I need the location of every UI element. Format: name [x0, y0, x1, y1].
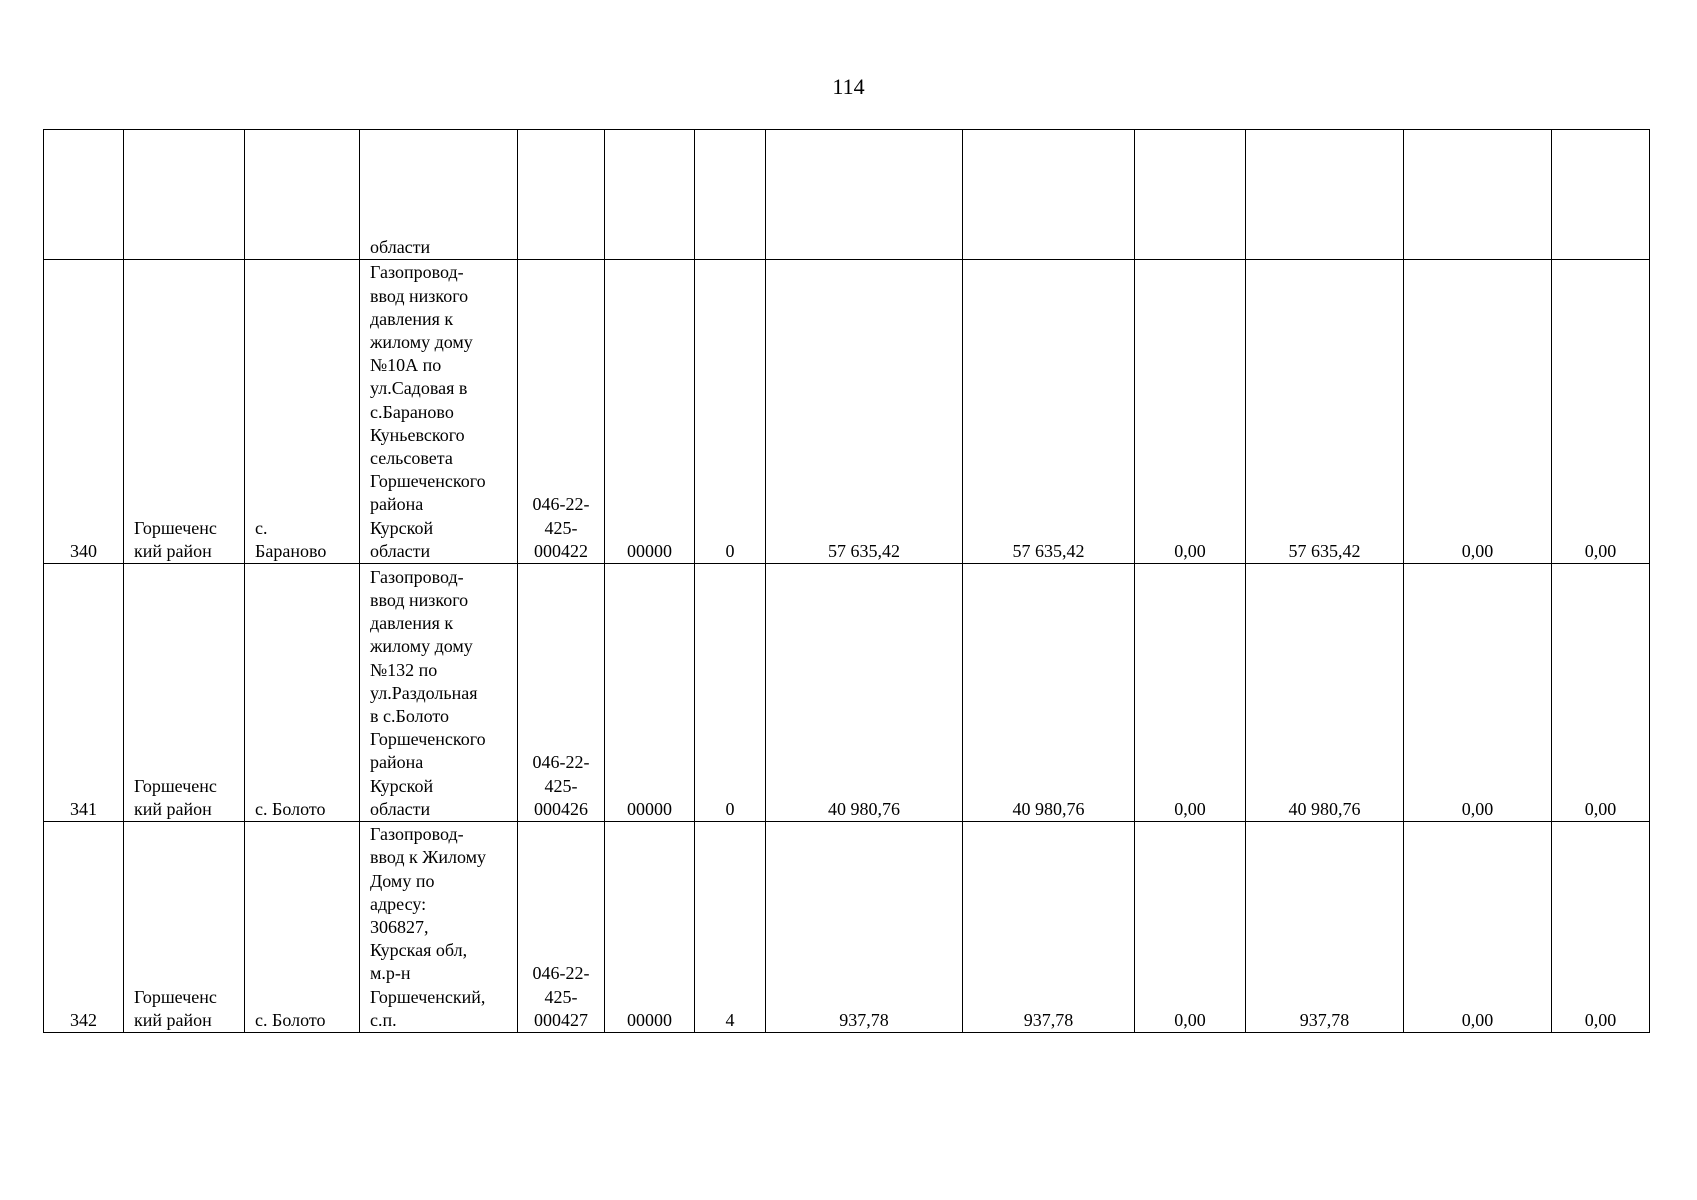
value-cell: 937,78 — [1246, 822, 1404, 1033]
object-line: в с.Болото — [370, 705, 449, 726]
district-line: Горшеченс — [134, 986, 217, 1007]
district-cell — [124, 564, 245, 822]
value-cell: 40 980,76 — [766, 564, 963, 822]
value-cell: 57 635,42 — [766, 260, 963, 564]
code-line: 000422 — [534, 540, 588, 561]
object-line: сельсовета — [370, 447, 453, 468]
code-cell — [518, 130, 605, 260]
object-line: №132 по — [370, 659, 438, 680]
row-index: 341 — [44, 564, 124, 822]
object-line: Газопровод- — [370, 262, 464, 283]
object-line: области — [370, 798, 431, 819]
object-cell — [360, 564, 518, 822]
district-cell — [124, 130, 245, 260]
object-line: Горшеченский, — [370, 986, 486, 1007]
register-table — [43, 129, 1650, 1033]
object-line: адресу: — [370, 893, 427, 914]
value-cell: 0,00 — [1404, 260, 1552, 564]
settlement-line: с. — [255, 517, 268, 538]
value-cell: 0,00 — [1552, 260, 1650, 564]
object-line: с.Бараново — [370, 401, 454, 422]
code-line: 046-22- — [532, 494, 590, 515]
row-index: 340 — [44, 260, 124, 564]
code-line: 046-22- — [532, 752, 590, 773]
table-row — [44, 260, 1650, 564]
value-cell: 0,00 — [1552, 822, 1650, 1033]
settlement-line: с. Болото — [255, 1009, 326, 1030]
object-cell — [360, 822, 518, 1033]
code-line: 000427 — [534, 1009, 588, 1030]
page-number: 114 — [832, 74, 865, 99]
code-line: 046-22- — [532, 963, 590, 984]
district-cell — [124, 260, 245, 564]
value-cell: 0,00 — [1135, 260, 1246, 564]
object-line: Курская обл, — [370, 940, 468, 961]
object-line: 306827, — [370, 916, 429, 937]
code-line: 425- — [544, 775, 578, 796]
flag-cell: 4 — [695, 822, 766, 1033]
flag-cell: 0 — [695, 564, 766, 822]
object-line: Дому по — [370, 870, 435, 891]
code-cell — [518, 822, 605, 1033]
value-cell — [1552, 130, 1650, 260]
object-line: м.р-н — [370, 963, 411, 984]
object-line: ввод к Жилому — [370, 847, 487, 868]
object-line: области — [370, 540, 431, 561]
object-line: района — [370, 494, 424, 515]
value-cell — [766, 130, 963, 260]
object-cell — [360, 260, 518, 564]
value-cell: 40 980,76 — [1246, 564, 1404, 822]
row-index: 342 — [44, 822, 124, 1033]
code-cell — [518, 564, 605, 822]
flag-cell — [695, 130, 766, 260]
settlement-line: Бараново — [255, 540, 327, 561]
object-line: ввод низкого — [370, 285, 469, 306]
value-cell — [1246, 130, 1404, 260]
settlement-line: с. Болото — [255, 798, 326, 819]
code-line: 000426 — [534, 798, 588, 819]
code-cell — [518, 260, 605, 564]
value-cell: 0,00 — [1552, 564, 1650, 822]
value-cell: 0,00 — [1404, 822, 1552, 1033]
district-line: Горшеченс — [134, 775, 217, 796]
value-cell: 0,00 — [1135, 564, 1246, 822]
object-line: №10А по — [370, 355, 442, 376]
kind-cell: 00000 — [605, 260, 695, 564]
object-cell — [360, 130, 518, 260]
object-line: Горшеченского — [370, 729, 486, 750]
object-line: жилому дому — [370, 636, 473, 657]
object-line: района — [370, 752, 424, 773]
value-cell: 0,00 — [1135, 822, 1246, 1033]
district-line: кий район — [134, 1009, 212, 1030]
value-cell — [1135, 130, 1246, 260]
settlement-cell — [245, 564, 360, 822]
table-row-continuation — [44, 130, 1650, 260]
code-line: 425- — [544, 986, 578, 1007]
object-line: с.п. — [370, 1009, 397, 1030]
object-line: Курской — [370, 517, 434, 538]
object-line: давления к — [370, 613, 454, 634]
district-line: Горшеченс — [134, 517, 217, 538]
settlement-cell — [245, 822, 360, 1033]
flag-cell: 0 — [695, 260, 766, 564]
kind-cell — [605, 130, 695, 260]
district-line: кий район — [134, 540, 212, 561]
value-cell: 937,78 — [766, 822, 963, 1033]
value-cell: 937,78 — [963, 822, 1135, 1033]
settlement-cell — [245, 130, 360, 260]
district-cell — [124, 822, 245, 1033]
value-cell: 40 980,76 — [963, 564, 1135, 822]
table-row — [44, 822, 1650, 1033]
object-line: Куньевского — [370, 424, 465, 445]
code-line: 425- — [544, 517, 578, 538]
kind-cell: 00000 — [605, 822, 695, 1033]
object-line: области — [370, 236, 431, 257]
object-line: Горшеченского — [370, 471, 486, 492]
value-cell: 57 635,42 — [1246, 260, 1404, 564]
kind-cell: 00000 — [605, 564, 695, 822]
settlement-cell — [245, 260, 360, 564]
object-line: Газопровод- — [370, 566, 464, 587]
object-line: давления к — [370, 308, 454, 329]
object-line: Курской — [370, 775, 434, 796]
object-line: Газопровод- — [370, 824, 464, 845]
value-cell: 0,00 — [1404, 564, 1552, 822]
district-line: кий район — [134, 798, 212, 819]
value-cell: 57 635,42 — [963, 260, 1135, 564]
object-line: ул.Раздольная — [370, 682, 478, 703]
object-line: ул.Садовая в — [370, 378, 468, 399]
index-cell — [44, 130, 124, 260]
table-row — [44, 564, 1650, 822]
value-cell — [963, 130, 1135, 260]
object-line: ввод низкого — [370, 589, 469, 610]
object-line: жилому дому — [370, 331, 473, 352]
value-cell — [1404, 130, 1552, 260]
